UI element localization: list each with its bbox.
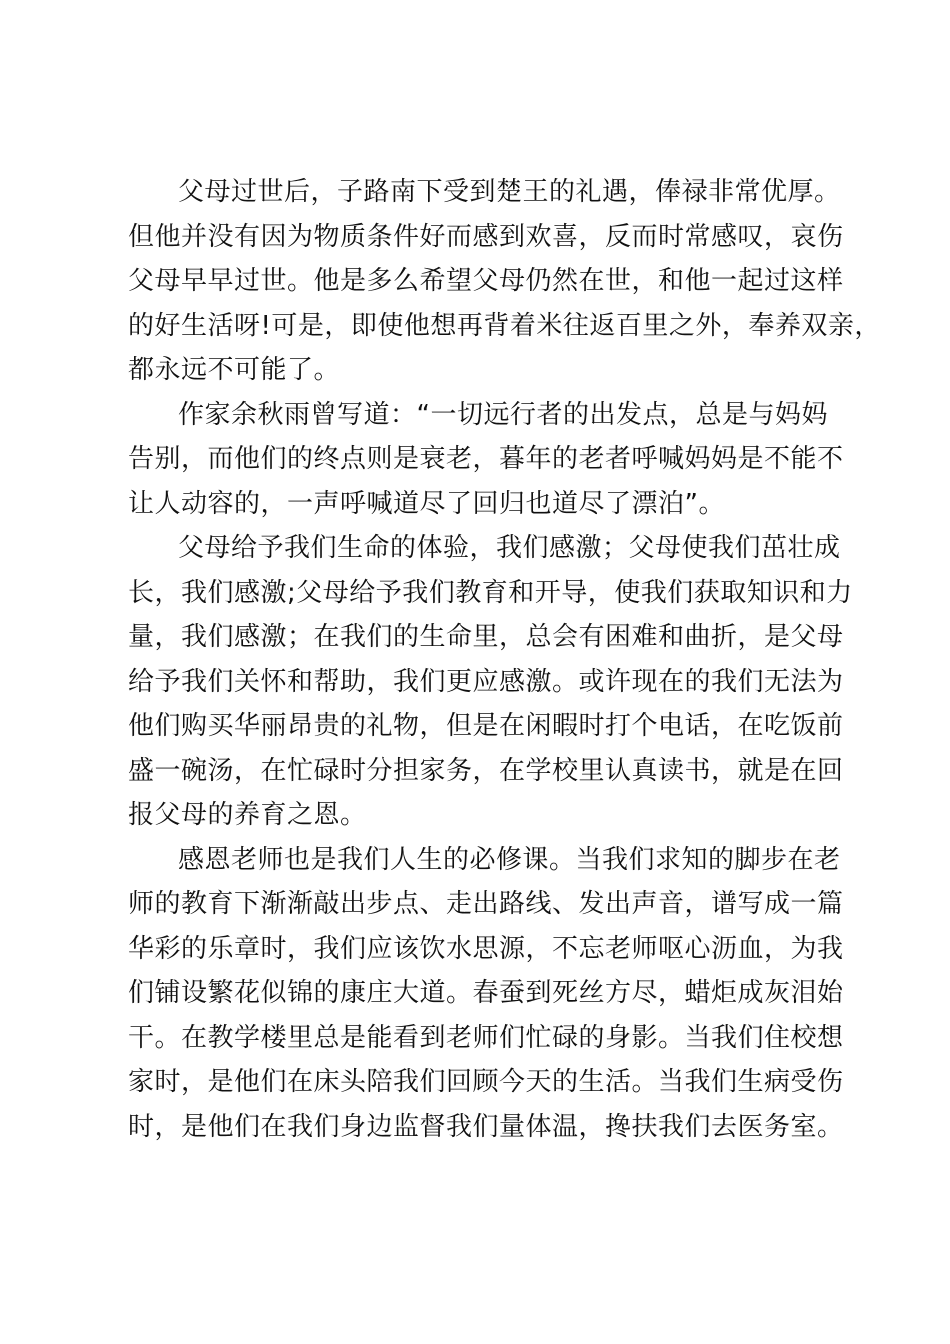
- paragraph-2: [128, 393, 848, 527]
- paragraph-line: 给予我们关怀和帮助，我们更应感激。或许现在的我们无法为: [128, 666, 844, 697]
- paragraph-line: 让人动容的，一声呼喊道尽了回归也道尽了漂泊”。: [128, 488, 725, 519]
- paragraph-line: 家时，是他们在床头陪我们回顾今天的生活。当我们生病受伤: [128, 1067, 844, 1097]
- paragraph-line: 报父母的养育之恩。: [128, 800, 367, 830]
- paragraph-line: 父母给予我们生命的体验，我们感激；父母使我们茁壮成: [178, 533, 841, 563]
- body-text: [128, 170, 881, 1149]
- paragraph-line: 但他并没有因为物质条件好而感到欢喜，反而时常感叹，哀伤: [128, 221, 844, 252]
- paragraph-line: 时，是他们在我们身边监督我们量体温，搀扶我们去医务室。: [128, 1111, 844, 1142]
- paragraph-line: 干。在教学楼里总是能看到老师们忙碌的身影。当我们住校想: [128, 1022, 844, 1053]
- paragraph-line: 华彩的乐章时，我们应该饮水思源，不忘老师呕心沥血，为我: [128, 933, 844, 964]
- paragraph-line: 作家余秋雨曾写道：“一切远行者的出发点，总是与妈妈: [178, 399, 828, 430]
- paragraph-line: 的好生活呀!可是，即使他想再背着米往返百里之外，奉养双亲，: [128, 310, 881, 341]
- paragraph-line: 们铺设繁花似锦的康庄大道。春蚕到死丝方尽，蜡炬成灰泪始: [128, 978, 844, 1008]
- paragraph-line: 师的教育下渐渐敲出步点、走出路线、发出声音，谱写成一篇: [128, 889, 844, 919]
- paragraph-3: [128, 526, 853, 838]
- paragraph-line: 都永远不可能了。: [128, 355, 341, 385]
- paragraph-line: 量，我们感激；在我们的生命里，总会有困难和曲折，是父母: [128, 622, 844, 652]
- paragraph-1: [128, 170, 881, 393]
- paragraph-line: 感恩老师也是我们人生的必修课。当我们求知的脚步在老: [178, 844, 841, 875]
- paragraph-4: [128, 838, 848, 1150]
- paragraph-line: 他们购买华丽昂贵的礼物，但是在闲暇时打个电话，在吃饭前: [128, 711, 844, 741]
- paragraph-line: 盛一碗汤，在忙碌时分担家务，在学校里认真读书，就是在回: [128, 755, 844, 786]
- paragraph-line: 长，我们感激;父母给予我们教育和开导，使我们获取知识和力: [128, 577, 853, 608]
- paragraph-line: 告别，而他们的终点则是衰老，暮年的老者呼喊妈妈是不能不: [128, 444, 844, 474]
- paragraph-line: 父母过世后，子路南下受到楚王的礼遇，俸禄非常优厚。: [178, 177, 841, 207]
- paragraph-line: 父母早早过世。他是多么希望父母仍然在世，和他一起过这样: [128, 266, 844, 296]
